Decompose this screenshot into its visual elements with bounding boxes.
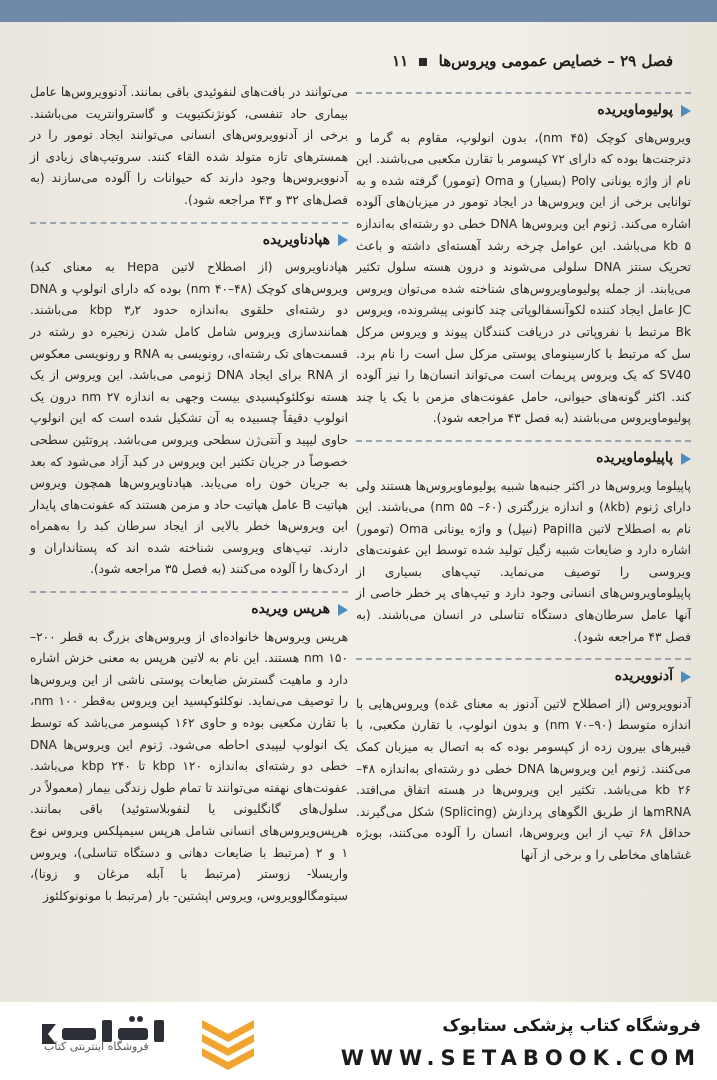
left-column (30, 82, 348, 907)
section-divider (30, 591, 348, 593)
section-body-papillomaviridae: پاپیلوما ویروس‌ها در اکثر جنبه‌ها شبیه پولیوماویروس‌ها هستند ولی دارای ژنوم (۸kb) و اندازه بزرگتری (۶۰– ۵۵ nm) می‌باشند. این نام به اصطلاح لاتین Papilla (نیپل) و واژه یونانی Oma (تومور) اشاره دارد و ضایعات شبیه زگیل تولید شده توسط این عفونت‌های ویروسی را توصیف می‌نماید. تیپ‌های بسیاری از پاپیلوماویروس‌های انسانی وجود دارد و تیپ‌های پر خطر خاصی از آنها عامل سرطان‌های دستگاه تناسلی در انسان می‌باشند. (به فصل ۴۳ مراجعه شود). (356, 478, 692, 644)
page-number: ۱۱ (392, 52, 409, 70)
store-website-link[interactable]: WWW.SETABOOK.COM (340, 1046, 701, 1070)
square-bullet-icon (419, 58, 427, 66)
section-title-herpesviridae: هرپس ویریده (251, 601, 330, 618)
section-body-herpesviridae: هرپس ویروس‌ها خانواده‌ای از ویروس‌های بزرگ به قطر ۲۰۰–۱۵۰ nm هستند. این نام به لاتین هرپس به معنی خزش اشاره دارد و ماهیت گسترش ضایعات پوستی ناشی از این ویروس‌ها را توصیف می‌نماید. نوکلئوکپسید این ویروس به‌قطر nm ۱۰۰، با تقارن مکعبی بوده و حاوی ۱۶۲ کپسومر می‌باشد که توسط یک انولوپ لیپیدی احاطه می‌شود. ژنوم این ویروس‌ها DNA خطی دو رشته‌ای به‌اندازه ۱۲۰ kbp تا ۲۴۰ kbp می‌باشد. عفونت‌های نهفته می‌توانند تا تمام طول زندگی بیمار (معمولاً در سلول‌های گانگلیونی یا لنفوبلاستوئید) باقی بمانند. هرپس‌ویروس‌های انسانی شامل هرپس سیمپلکس ویروس نوع ۱ و ۲ (مرتبط با ضایعات دهانی و دستگاه تناسلی)، ویروس واریسلا- زوستر (مرتبط با آبله مرغان و زونا)، سیتومگالوویروس، ویروس اپشتین- بار (مرتبط با مونونوکلئوز (30, 629, 349, 903)
arrow-bullet-icon (681, 105, 691, 117)
right-column (356, 86, 691, 867)
store-name: فروشگاه کتاب پزشکی ستابوک (442, 1016, 701, 1036)
arrow-bullet-icon (338, 604, 348, 616)
section-divider (356, 92, 691, 94)
chapter-title: فصل ۲۹ – خصایص عمومی ویروس‌ها (438, 52, 673, 70)
book-page (0, 22, 717, 1002)
section-heading (30, 230, 348, 252)
section-heading (30, 599, 348, 621)
section-heading (356, 448, 691, 470)
page-header (24, 52, 673, 74)
section-divider (30, 222, 348, 224)
section-body-hepadnaviridae: هپادناویروس (از اصطلاح لاتین Hepa به معنای کبد) ویروس‌های کوچک (۴۸–۴۰ nm) بوده که دارای انولوپ و DNA دو رشته‌ای حلقوی به‌اندازه حدود ۳٫۲ kbp می‌باشند. همانندسازی ویروس شامل کامل شدن زنجیره دو رشته در قسمت‌های تک رشته‌ای، رونویسی به RNA و رونویسی معکوس از RNA برای ایجاد DNA ژنومی می‌باشد. این ویروس از یک هسته نوکلئوکپسیدی بیست وجهی به اندازه ۲۷ nm درون یک انولوپ دقیقاً چسبیده به آن تشکیل شده است که این انولوپ حاوی لیپید و آنتی‌ژن سطحی ویروس می‌باشد. پروتئین سطحی خصوصاً در جریان تکثیر این ویروس در کبد آزاد می‌شود که بعد به جریان خون راه می‌یابد. هپادناویروس‌ها همچون ویروس هپاتیت B عامل هپاتیت حاد و مزمن هستند که عفونت‌های پایدار این ویروس‌ها خطر بالایی از ایجاد سرطان کبد را به‌همراه دارند. تیپ‌های ویروسی شناخته شده اند که پستانداران و اردک‌ها را آلوده می‌کنند (به فصل ۳۵ مراجعه شود). (30, 260, 349, 577)
logo-tagline: فروشگاه اینترنتی کتاب (44, 1040, 149, 1053)
section-heading (356, 100, 691, 122)
section-title-polyomaviridae: پولیوماویریده (597, 102, 673, 118)
section-title-hepadnaviridae: هپادناویریده (262, 231, 330, 248)
arrow-bullet-icon (681, 671, 691, 683)
arrow-bullet-icon (681, 453, 691, 465)
section-heading (356, 666, 691, 688)
section-body-polyomaviridae: ویروس‌های کوچک (۴۵ nm)، بدون انولوپ، مقاوم به گرما و دترجنت‌ها بوده که دارای ۷۲ کپسومر با تقارن مکعبی می‌باشند. این نام از واژه یونانی Poly (بسیار) و Oma (تومور) گرفته شده و به توانایی برخی از این ویروس‌ها در ایجاد تومور در میزبان‌های آلوده اشاره می‌کند. ژنوم این ویروس‌ها DNA خطی دو رشته‌ای به‌اندازه ۵ kb می‌باشد. این عوامل چرخه رشد آهسته‌ای داشته و باعث تحریک سنتز DNA سلولی می‌شوند و درون هسته سلول تکثیر می‌یابند. از جمله پولیوماویروس‌های شناخته شده می‌توان ویروس JC عامل ایجاد کننده لکوآنسفالوپاتی چند کانونی پیشرونده، ویروس Bk مرتبط با نفروپاتی در دریافت کنندگان پیوند و ویروس مرکل سل که مرتبط با کارسینومای پوستی مرکل سل است را نام برد. SV40 که یک ویروس پریمات است می‌تواند انسان‌ها را نیز آلوده کند. اکثر گونه‌های حیوانی، حامل عفونت‌های مزمن با یک یا چند پولیوماویروس می‌باشند (به فصل ۴۳ مراجعه شود). (356, 130, 692, 426)
top-color-band (0, 0, 717, 22)
section-divider (356, 440, 691, 442)
arrow-bullet-icon (338, 234, 348, 246)
section-title-adenoviridae: آدنوویریده (614, 668, 673, 685)
adenoviridae-continued-text: می‌توانند در بافت‌های لنفوئیدی باقی بمانند. آدنوویروس‌ها عامل بیماری حاد تنفسی، کونژنکتیویت و گاستروانتریت می‌باشند. برخی از آدنوویروس‌های انسانی می‌توانند ایجاد تومور را در همسترهای تازه متولد شده القاء کنند. سروتیپ‌های زیادی از آدنوویروس‌ها وجود دارند که حیوانات را آلوده می‌سازند (به فصل‌های ۳۲ و ۴۳ مراجعه شود). (30, 85, 348, 207)
section-title-papillomaviridae: پاپیلوماویریده (596, 449, 673, 466)
store-footer-banner (0, 1002, 717, 1080)
section-divider (356, 658, 691, 660)
section-body-adenoviridae: آدنوویروس (از اصطلاح لاتین آدنوز به معنای غده) ویروس‌هایی با اندازه متوسط (۹۰–۷۰ nm) و بدون انولوپ، با تقارن مکعبی، با فیبرهای بیرون زده از کپسومر بوده که به اتصال به میزبان کمک می‌کنند. ژنوم این ویروس‌ها DNA خطی دو رشته‌ای به‌اندازه ۴۸–۲۶ kb می‌باشد. تکثیر این ویروس‌ها در هسته اتفاق می‌افتد. mRNAها از طریق الگوهای پردازش (Splicing) شکل می‌گیرند. حداقل ۶۸ تیپ از این ویروس‌ها، انسان را آلوده می‌کنند، بویژه غشاهای مخاطی را و برخی از آنها (356, 696, 692, 862)
